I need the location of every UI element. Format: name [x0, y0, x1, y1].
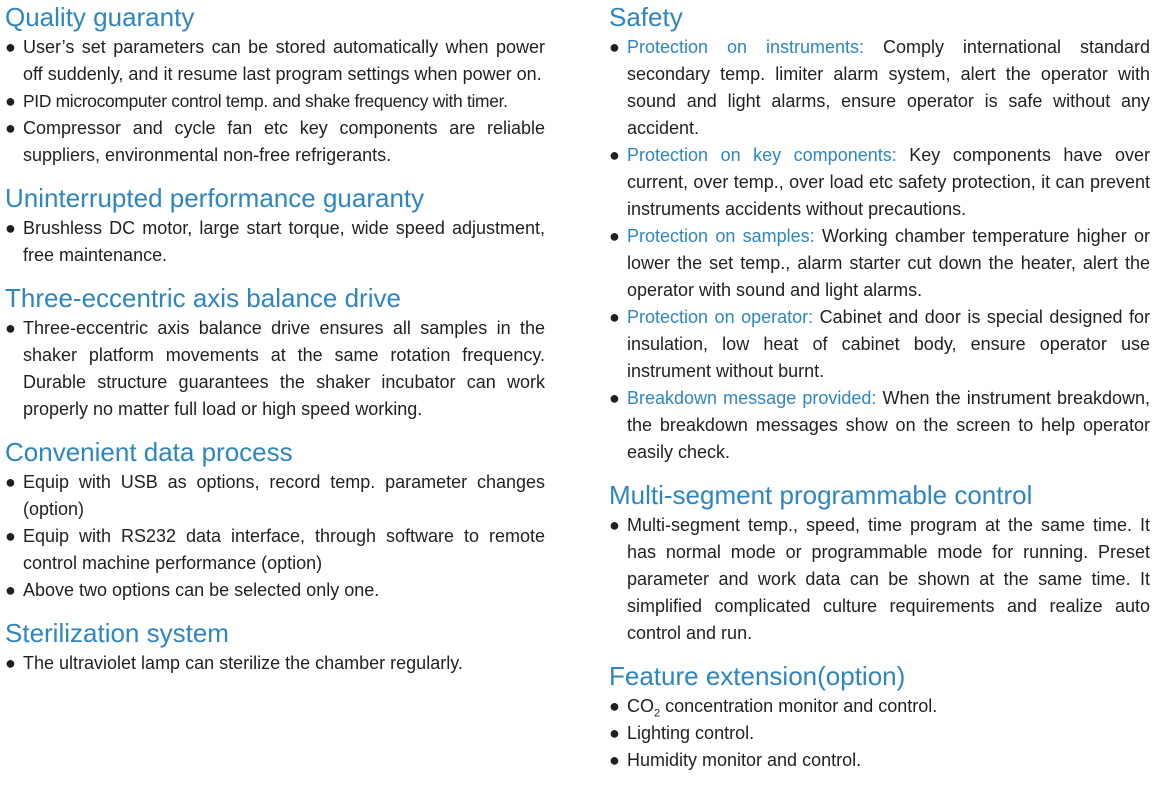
item-text: Lighting control. [627, 723, 755, 743]
bullet-list [609, 693, 1150, 774]
item-text: Key components have over current, over temp., over load etc safety protection, it can prevent instruments accidents without precautions. [627, 145, 1150, 219]
bullet-icon: ● [5, 118, 16, 138]
bullet-icon: ● [5, 580, 16, 600]
section-uninterrupted-performance [5, 181, 545, 269]
bullet-list [5, 215, 545, 269]
co2-prefix: CO [627, 696, 654, 716]
item-text: Equip with USB as options, record temp. parameter changes (option) [23, 472, 545, 519]
item-text: PID microcomputer control temp. and shake frequency with timer. [23, 91, 508, 111]
section-convenient-data-process [5, 435, 545, 604]
item-label: Breakdown message provided: [627, 388, 877, 408]
bullet-icon: ● [5, 218, 16, 238]
item-text: Three-eccentric axis balance drive ensures all samples in the shaker platform movements at the same rotation frequency. Durable structure guarantees the shaker incubator can work properly no matter full load or high speed working. [23, 318, 545, 419]
list-item [5, 215, 545, 269]
list-item [609, 693, 1150, 720]
bullet-icon: ● [609, 515, 620, 535]
list-item [609, 223, 1150, 304]
bullet-icon: ● [609, 696, 620, 716]
list-item [5, 115, 545, 169]
bullet-icon: ● [609, 145, 620, 165]
bullet-list [5, 469, 545, 604]
section-title: Feature extension(option) [609, 661, 906, 691]
item-text: concentration monitor and control. [660, 696, 938, 716]
item-text: Cabinet and door is special designed for insulation, low heat of cabinet body, ensure operator use instrument without burnt. [627, 307, 1150, 381]
bullet-icon: ● [5, 472, 16, 492]
list-item [609, 304, 1150, 385]
bullet-icon: ● [609, 388, 620, 408]
list-item [609, 385, 1150, 466]
bullet-icon: ● [5, 91, 16, 111]
item-text: Compressor and cycle fan etc key components are reliable suppliers, environmental non-free refrigerants. [23, 118, 545, 165]
item-text: Multi-segment temp., speed, time program at the same time. It has normal mode or programmable mode for running. Preset parameter and work data can be shown at the same time. It simplified complicated culture requirements and realize auto control and run. [627, 515, 1150, 643]
list-item [5, 88, 545, 115]
section-title: Three-eccentric axis balance drive [5, 283, 401, 313]
item-label: Protection on instruments: [627, 37, 865, 57]
list-item [5, 315, 545, 423]
list-item [609, 142, 1150, 223]
item-text: Equip with RS232 data interface, through software to remote control machine performance (option) [23, 526, 545, 573]
section-feature-extension [609, 659, 1150, 774]
list-item [609, 512, 1150, 647]
bullet-icon: ● [609, 307, 620, 327]
section-quality-guaranty [5, 0, 545, 169]
section-title: Convenient data process [5, 437, 293, 467]
section-title: Quality guaranty [5, 2, 195, 32]
section-title: Sterilization system [5, 618, 229, 648]
item-text: The ultraviolet lamp can sterilize the chamber regularly. [23, 653, 463, 673]
bullet-icon: ● [609, 750, 620, 770]
list-item [5, 577, 545, 604]
section-sterilization-system [5, 616, 545, 677]
bullet-icon: ● [609, 723, 620, 743]
item-text: Comply international standard secondary temp. limiter alarm system, alert the operator with sound and light alarms, ensure operator is safe without any accident. [627, 37, 1150, 138]
list-item [5, 650, 545, 677]
bullet-list [5, 34, 545, 169]
list-item [5, 523, 545, 577]
section-title: Uninterrupted performance guaranty [5, 183, 425, 213]
list-item [609, 34, 1150, 142]
bullet-list [609, 34, 1150, 466]
bullet-list [609, 512, 1150, 647]
left-column [5, 0, 545, 689]
bullet-icon: ● [5, 318, 16, 338]
item-text: Working chamber temperature higher or lower the set temp., alarm starter cut down the heater, alert the operator with sound and light alarms. [627, 226, 1150, 300]
bullet-list [5, 650, 545, 677]
item-label: Protection on key components: [627, 145, 897, 165]
right-column [609, 0, 1150, 786]
bullet-icon: ● [5, 526, 16, 546]
section-multi-segment-control [609, 478, 1150, 647]
list-item [609, 747, 1150, 774]
co2-subscript: 2 [654, 707, 661, 720]
bullet-icon: ● [5, 653, 16, 673]
list-item [5, 469, 545, 523]
section-safety [609, 0, 1150, 466]
bullet-list [5, 315, 545, 423]
item-label: Protection on samples: [627, 226, 815, 246]
item-label: Protection on operator: [627, 307, 814, 327]
bullet-icon: ● [5, 37, 16, 57]
list-item [5, 34, 545, 88]
list-item [609, 720, 1150, 747]
item-text: Brushless DC motor, large start torque, wide speed adjustment, free maintenance. [23, 218, 545, 265]
bullet-icon: ● [609, 37, 620, 57]
item-text: User’s set parameters can be stored automatically when power off suddenly, and it resume last program settings when power on. [23, 37, 545, 84]
item-text: Above two options can be selected only one. [23, 580, 380, 600]
item-text: Humidity monitor and control. [627, 750, 862, 770]
bullet-icon: ● [609, 226, 620, 246]
section-title: Safety [609, 2, 683, 32]
item-text: When the instrument breakdown, the breakdown messages show on the screen to help operator easily check. [627, 388, 1151, 462]
section-title: Multi-segment programmable control [609, 480, 1033, 510]
section-three-eccentric-axis [5, 281, 545, 423]
